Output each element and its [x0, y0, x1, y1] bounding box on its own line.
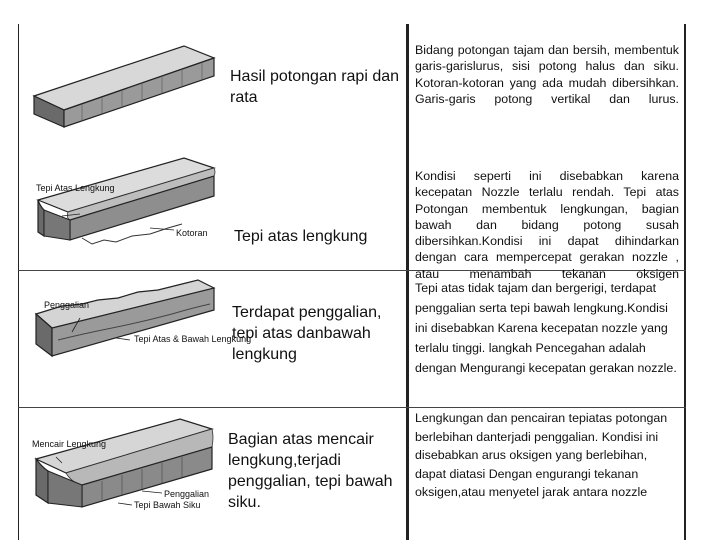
callout-penggalian: Penggalian: [44, 300, 90, 310]
row-description: Tepi atas tidak tajam dan bergerigi, terdapat penggalian serta tepi bawah lengkung.Kondisi ini disebabkan Karena kecepatan nozzle yang terlalu tinggi. langkah Pencegahan adalah dengan Mengurangi kecepatan gerakan nozzle.: [415, 281, 677, 375]
melted-top-plate-image: [22, 407, 222, 540]
clean-cut-plate-image: [22, 24, 222, 144]
gouged-plate-image: [22, 270, 252, 407]
row-label: Tepi atas lengkung: [234, 228, 368, 245]
table-row: [18, 407, 686, 540]
table-row: [18, 270, 686, 407]
callout-tepi-atas-lengkung: [36, 183, 115, 193]
cut-edge-illustration-clean: [22, 24, 222, 144]
cut-edge-illustration-melted-top: [22, 407, 222, 540]
row-label: Bagian atas mencair lengkung,terjadi penggalian, tepi bawah siku.: [228, 431, 393, 511]
cut-edge-illustration-rounded-top: [22, 144, 222, 270]
row-label: Terdapat penggalian, tepi atas danbawah lengkung: [232, 304, 382, 363]
callout-kotoran: Kotoran: [176, 228, 208, 238]
table-row: [18, 24, 686, 144]
table-row: [18, 144, 686, 281]
callout-tepi-bawah-siku: Tepi Bawah Siku: [134, 500, 201, 510]
row-description: Bidang potongan tajam dan bersih, membentuk garis-garislurus, sisi potong halus dan siku. Kotoran-kotoran yang ada mudah dibersihkan. Garis-garis potong vertikal dan lurus.: [415, 43, 679, 106]
cut-edge-illustration-gouging: [22, 270, 252, 407]
cutting-defects-table: [18, 24, 686, 540]
callout-line: Tepi Atas Lengkung: [36, 183, 115, 193]
row-description: Lengkungan dan pencairan tepiatas potongan berlebihan danterjadi penggalian. Kondisi ini disebabkan arus oksigen yang berlebihan, dapat diatasi Dengan engurangi tekanan oksigen,atau menyetel jarak antara nozzle: [415, 411, 668, 499]
row-label: Hasil potongan rapi dan rata: [230, 68, 400, 106]
rounded-top-plate-image: [22, 144, 222, 270]
row-description: Kondisi seperti ini disebabkan karena kecepatan Nozzle terlalu rendah. Tepi atas Potongan membentuk lengkungan, bagian bawah dan bidang potong susah dibersihkan.Kondisi ini dapat dihindarkan dengan cara mempercepat gerakan nozzle , atau menambah tekanan oksigen: [415, 169, 679, 281]
callout-penggalian: Penggalian: [164, 489, 210, 499]
callout-mencair-lengkung: Mencair Lengkung: [32, 439, 107, 449]
callout-tepi-atas-bawah-lengkung: Tepi Atas & Bawah Lengkung: [134, 334, 252, 344]
